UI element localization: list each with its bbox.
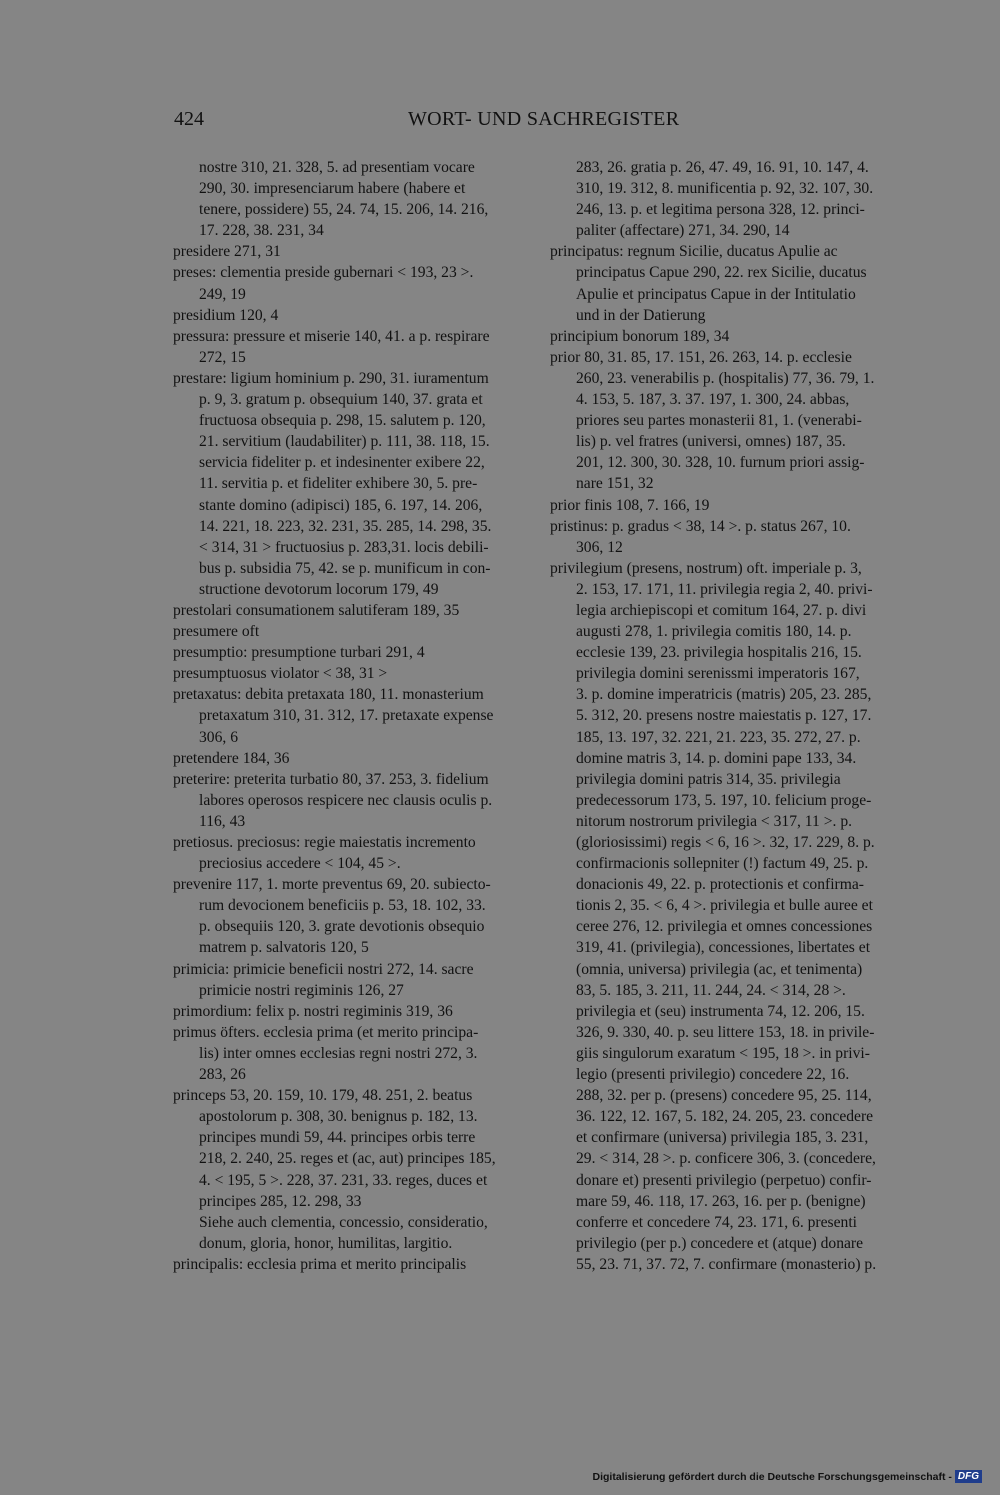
index-line: principium bonorum 189, 34 [550,327,730,345]
index-line: preciosius accedere < 104, 45 >. [199,855,401,873]
index-line: donare et) presenti privilegio (perpetuo) confir- [576,1171,872,1189]
index-line: 185, 13. 197, 32. 221, 21. 223, 35. 272, 27. p. [576,728,861,746]
index-line: presumptio: presumptione turbari 291, 4 [173,644,425,662]
index-line: conferre et concedere 74, 23. 171, 6. presenti [576,1213,857,1231]
index-line: 218, 2. 240, 25. reges et (ac, aut) principes 185, [199,1150,496,1168]
index-line: ceree 276, 12. privilegia et omnes concessiones [576,918,873,936]
index-line: nostre 310, 21. 328, 5. ad presentiam vocare [199,159,475,176]
index-line: 201, 12. 300, 30. 328, 10. furnum priori assig- [576,454,865,472]
index-line: giis singulorum exaratum < 195, 18 >. in privi- [576,1044,870,1062]
index-line: preses: clementia preside gubernari < 193, 23 >. [173,264,474,282]
index-line: 283, 26 [199,1066,246,1084]
index-line: primicia: primicie beneficii nostri 272, 14. sacre [173,960,474,978]
index-line: primus öfters. ecclesia prima (et merito principa- [173,1023,479,1041]
index-line: 11. servitia p. et fideliter exhibere 30, 5. pre- [199,475,478,493]
index-line: pretaxatum 310, 31. 312, 17. pretaxate expense [199,707,494,725]
index-line: 83, 5. 185, 3. 211, 11. 244, 24. < 314, 28 >. [576,981,846,999]
index-line: primordium: felix p. nostri regiminis 319, 36 [173,1002,453,1020]
index-line: privilegia et (seu) instrumenta 74, 12. 206, 15. [576,1002,865,1020]
index-line: principes 285, 12. 298, 33 [199,1192,362,1210]
index-line: servicia fideliter p. et indesinenter exibere 22, [199,454,485,472]
index-line: < 314, 31 > fructuosius p. 283,31. locis debili- [199,538,489,556]
index-line: presidium 120, 4 [173,306,279,324]
index-line: 288, 32. per p. (presens) concedere 95, 25. 114, [576,1087,872,1105]
index-line: pretendere 184, 36 [173,749,290,767]
index-line: donum, gloria, honor, humilitas, largitio. [199,1234,453,1252]
index-line: 246, 13. p. et legitima persona 328, 12. princi- [576,201,865,219]
index-line: ecclesie 139, 23. privilegia hospitalis 216, 15. [576,644,862,662]
index-column-left [173,157,530,1275]
index-line: predecessorum 173, 5. 197, 10. felicium proge- [576,791,872,809]
index-line: presumptuosus violator < 38, 31 > [173,665,388,683]
index-line: 283, 26. gratia p. 26, 47. 49, 16. 91, 10. 147, 4. [576,159,869,176]
index-line: principalis: ecclesia prima et merito principalis [173,1255,467,1273]
index-line: priores seu partes monasterii 81, 1. (venerabi- [576,412,862,430]
index-line: tionis 2, 35. < 6, 4 >. privilegia et bulle auree et [576,897,873,915]
index-line: rum devocionem beneficiis p. 53, 18. 102, 33. [199,897,486,915]
index-line: 5. 312, 20. presens nostre maiestatis p. 127, 17. [576,707,872,725]
index-line: bus p. subsidia 75, 42. se p. munificum in con- [199,559,491,577]
index-line: 14. 221, 18. 223, 32. 231, 35. 285, 14. 298, 35. [199,517,492,535]
index-line: 319, 41. (privilegia), concessiones, libertates et [576,939,871,957]
index-line: und in der Datierung [576,306,706,324]
index-line: donacionis 49, 22. p. protectionis et confirma- [576,876,864,894]
index-line: 306, 12 [576,538,623,556]
index-line: prestolari consumationem salutiferam 189, 35 [173,601,460,619]
index-line: 260, 23. venerabilis p. (hospitalis) 77, 36. 79, 1. [576,369,875,387]
index-line: 272, 15 [199,348,246,366]
index-line: fructuosa obsequia p. 298, 15. salutem p. 120, [199,412,486,430]
index-line: augusti 278, 1. privilegia comitis 180, 14. p. [576,623,852,641]
index-line: domine matris 3, 14. p. domini pape 133, 34. [576,749,857,767]
index-line: p. 9, 3. gratum p. obsequium 140, 37. grata et [199,391,483,409]
index-line: privilegium (presens, nostrum) oft. imperiale p. 3, [550,559,862,577]
index-line: tenere, possidere) 55, 24. 74, 15. 206, 14. 216, [199,201,489,219]
index-line: 326, 9. 330, 40. p. seu littere 153, 18. in privile- [576,1023,875,1041]
index-line: principes mundi 59, 44. principes orbis terre [199,1129,476,1147]
index-line: stante domino (adipisci) 185, 6. 197, 14. 206, [199,496,483,514]
index-line: 2. 153, 17. 171, 11. privilegia regia 2, 40. privi- [576,580,873,598]
index-line: (gloriosissimi) regis < 6, 16 >. 32, 17. 229, 8. p. [576,834,875,851]
index-line: nare 151, 32 [576,475,654,493]
index-line: pressura: pressure et miserie 140, 41. a p. respirare [173,327,490,345]
index-line: lis) inter omnes ecclesias regni nostri 272, 3. [199,1044,478,1062]
index-line: privilegio (per p.) concedere et (atque) donare [576,1234,864,1252]
index-line: legio (presenti privilegio) concedere 22, 16. [576,1066,850,1084]
index-line: mare 59, 46. 118, 17. 263, 16. per p. (benigne) [576,1192,866,1210]
index-line: legia archiepiscopi et comitum 164, 27. p. divi [576,601,867,619]
index-line: pretiosus. preciosus: regie maiestatis incremento [173,834,476,851]
running-head: WORT- UND SACHREGISTER [408,108,680,130]
index-line: prevenire 117, 1. morte preventus 69, 20. subiecto- [173,876,491,894]
index-line: et confirmare (universa) privilegia 185, 3. 231, [576,1129,869,1147]
index-line: privilegia domini patris 314, 35. privilegia [576,770,841,788]
index-line: Apulie et principatus Capue in der Intitulatio [576,285,856,303]
index-line: 249, 19 [199,285,246,303]
index-column-right [550,157,907,1275]
index-line: prestare: ligium hominium p. 290, 31. iuramentum [173,369,489,387]
index-line: confirmacionis sollepniter (!) factum 49, 25. p. [576,855,869,873]
index-line: principatus: regnum Sicilie, ducatus Apulie ac [550,243,838,261]
index-line: labores operosos respicere nec clausis oculis p. [199,791,493,809]
index-line: lis) p. vel fratres (universi, omnes) 187, 35. [576,433,846,451]
funding-text: Digitalisierung gefördert durch die Deutsche Forschungsgemeinschaft - [592,1470,952,1483]
funding-footer [593,1470,983,1483]
index-line: Siehe auch clementia, concessio, consideratio, [199,1213,488,1231]
index-line: 4. < 195, 5 >. 228, 37. 231, 33. reges, duces et [199,1171,488,1189]
index-line: 21. servitium (laudabiliter) p. 111, 38. 118, 15. [199,433,490,451]
index-line: 3. p. domine imperatricis (matris) 205, 23. 285, [576,686,872,704]
index-line: 17. 228, 38. 231, 34 [199,222,324,240]
index-line: 310, 19. 312, 8. munificentia p. 92, 32. 107, 30. [576,180,874,198]
index-line: principatus Capue 290, 22. rex Sicilie, ducatus [576,264,867,282]
dfg-logo: DFG [955,1470,982,1483]
index-line: 36. 122, 12. 167, 5. 182, 24. 205, 23. concedere [576,1108,874,1126]
index-line: pristinus: p. gradus < 38, 14 >. p. status 267, 10. [550,517,851,535]
index-line: 290, 30. impresenciarum habere (habere et [199,180,466,198]
index-line: 116, 43 [199,812,246,830]
index-line: apostolorum p. 308, 30. benignus p. 182, 13. [199,1108,478,1126]
index-line: paliter (affectare) 271, 34. 290, 14 [576,222,790,240]
index-line: nitorum nostrorum privilegia < 317, 11 >. p. [576,812,853,830]
index-line: p. obsequiis 120, 3. grate devotionis obsequio [199,918,485,936]
index-line: presumere oft [173,623,260,641]
page-number: 424 [174,108,204,130]
index-line: 306, 6 [199,728,238,746]
index-line: primicie nostri regiminis 126, 27 [199,981,404,999]
index-line: privilegia domini serenissmi imperatoris 167, [576,665,860,683]
index-line: 4. 153, 5. 187, 3. 37. 197, 1. 300, 24. abbas, [576,391,850,409]
index-line: princeps 53, 20. 159, 10. 179, 48. 251, 2. beatus [173,1087,473,1105]
index-line: (omnia, universa) privilegia (ac, et tenimenta) [576,960,863,978]
index-line: presidere 271, 31 [173,243,281,261]
index-line: matrem p. salvatoris 120, 5 [199,939,369,957]
index-line: preterire: preterita turbatio 80, 37. 253, 3. fidelium [173,770,489,788]
index-line: structione devotorum locorum 179, 49 [199,580,439,598]
index-line: pretaxatus: debita pretaxata 180, 11. monasterium [173,686,484,704]
index-line: prior 80, 31. 85, 17. 151, 26. 263, 14. p. ecclesie [550,348,852,366]
index-line: 29. < 314, 28 >. p. conficere 306, 3. (concedere, [576,1150,876,1168]
index-line: prior finis 108, 7. 166, 19 [550,496,710,514]
index-line: 55, 23. 71, 37. 72, 7. confirmare (monasterio) p. [576,1255,877,1273]
